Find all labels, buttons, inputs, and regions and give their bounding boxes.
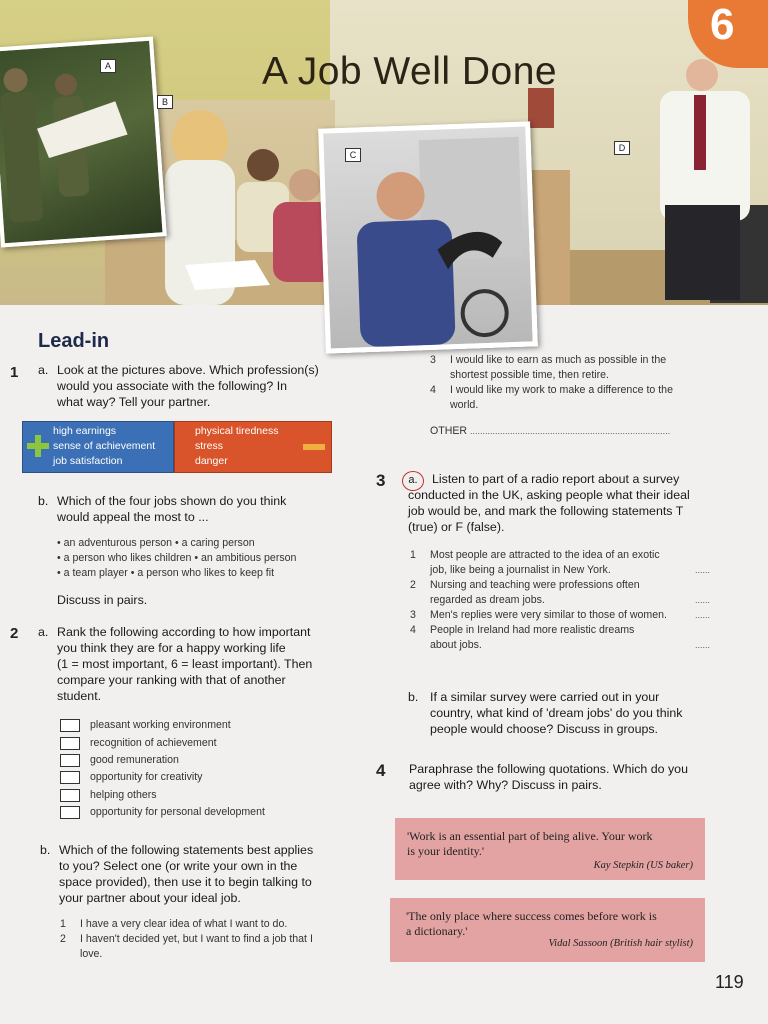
rank-label: opportunity for personal development — [90, 806, 265, 819]
text-line: If a similar survey were carried out in your — [430, 690, 660, 704]
statement-text: I have a very clear idea of what I want to do. — [80, 918, 288, 930]
ex3a-items — [410, 548, 710, 653]
positive-item: job satisfaction — [53, 455, 123, 467]
text-line: what way? Tell your partner. — [57, 395, 211, 409]
text-line: job would be, and mark the following statements T — [408, 504, 684, 518]
rank-item — [60, 717, 265, 734]
rank-item — [60, 734, 265, 751]
rank-label: helping others — [90, 788, 157, 801]
rank-item — [60, 752, 265, 769]
text-line: student. — [57, 689, 102, 703]
bullet-line: • a person who likes children • an ambitious person — [57, 552, 297, 564]
ex2b-statements — [60, 917, 350, 962]
tf-number: 3 — [410, 609, 416, 621]
bullet-line: • an adventurous person • a caring person — [57, 537, 255, 549]
photo-label-b: B — [157, 95, 173, 109]
tf-item-line — [410, 638, 710, 653]
rank-box[interactable] — [60, 719, 80, 732]
statement-text: I haven't decided yet, but I want to find a job that I — [80, 933, 313, 945]
statement-number: 3 — [430, 354, 436, 366]
ex1b-instructions — [57, 493, 286, 525]
ex2a-letter: a. — [38, 625, 49, 639]
negative-box — [174, 421, 332, 473]
text-line: would you associate with the following? In — [57, 379, 288, 393]
statement-item — [60, 917, 350, 932]
text-line: to you? Select one (or write your own in the — [59, 859, 298, 873]
ex1b-bullets — [57, 536, 296, 581]
ex3a-instructions — [408, 471, 718, 535]
ex1b-letter: b. — [38, 494, 49, 508]
quote-text: is your identity.' — [407, 844, 485, 858]
other-line[interactable] — [430, 424, 710, 439]
tf-item — [410, 578, 710, 593]
ex3b-instructions — [430, 689, 720, 737]
tf-text: Most people are attracted to the idea of an exotic — [430, 549, 660, 561]
bullet-line: • a team player • a person who likes to keep fit — [57, 567, 275, 579]
tf-text: about jobs. — [430, 639, 482, 651]
tf-number: 2 — [410, 579, 416, 591]
page-number: 119 — [715, 972, 744, 992]
text-line: conducted in the UK, asking people what their ideal — [408, 488, 690, 502]
text-line: agree with? Why? Discuss in pairs. — [409, 778, 602, 792]
statement-number: 1 — [60, 918, 66, 930]
negative-item: stress — [195, 440, 224, 452]
tf-item — [410, 608, 710, 623]
text-line: space provided), then use it to begin talking to — [59, 875, 312, 889]
text-line: Look at the pictures above. Which profession(s) — [57, 363, 319, 377]
photo-a-soldiers — [0, 36, 167, 247]
statement-number: 4 — [430, 384, 436, 396]
photo-label-d: D — [614, 141, 630, 155]
ex2-number: 2 — [10, 625, 19, 642]
text-line: (true) or F (false). — [408, 520, 505, 534]
rank-box[interactable] — [60, 806, 80, 819]
positive-box — [22, 421, 174, 473]
positive-item: high earnings — [53, 425, 117, 437]
other-label: OTHER — [430, 425, 468, 437]
statement-text: I would like to earn as much as possible in the — [450, 354, 667, 366]
rank-list — [60, 717, 265, 821]
quote-card — [395, 818, 705, 880]
text-line: Which of the following statements best applies — [59, 843, 314, 857]
ex4-instructions — [409, 761, 719, 793]
tf-item — [410, 623, 710, 638]
rank-box[interactable] — [60, 737, 80, 750]
ex1a-letter: a. — [38, 363, 49, 377]
text-line: Rank the following according to how important — [57, 625, 311, 639]
tf-text: regarded as dream jobs. — [430, 594, 545, 606]
ex2b-statements-cont — [430, 353, 710, 413]
photo-d-doctor — [620, 55, 768, 303]
plus-icon — [27, 435, 49, 457]
text-line: Paraphrase the following quotations. Which do you — [409, 762, 688, 776]
ex3b-letter: b. — [408, 690, 419, 704]
text-line: your partner about your ideal job. — [59, 891, 241, 905]
quote-card — [390, 898, 705, 962]
quote-author: Kay Stepkin (US baker) — [593, 860, 693, 871]
text-line: (1 = most important, 6 = least important). Then — [57, 657, 313, 671]
ex2a-instructions — [57, 624, 312, 704]
rank-box[interactable] — [60, 771, 80, 784]
quote-text: 'The only place where success comes before work is — [406, 909, 657, 923]
tf-number: 1 — [410, 549, 416, 561]
rank-box[interactable] — [60, 789, 80, 802]
quote-author: Vidal Sassoon (British hair stylist) — [548, 938, 693, 949]
ex3a-letter-audio-icon[interactable]: a. — [402, 471, 424, 491]
tf-text: job, like being a journalist in New York. — [430, 564, 611, 576]
statement-text: I would like my work to make a difference to the — [450, 384, 673, 396]
ex3-number: 3 — [376, 471, 386, 490]
other-dots: ................................................................................ — [470, 426, 671, 436]
statement-text: world. — [450, 399, 479, 411]
rank-box[interactable] — [60, 754, 80, 767]
tf-text: Men's replies were very similar to those of women. — [430, 609, 667, 621]
word-box — [22, 421, 330, 471]
quote-text: a dictionary.' — [406, 924, 468, 938]
lead-in-heading: Lead-in — [38, 330, 110, 352]
doctor-illustration — [620, 55, 768, 303]
tf-answer-blank[interactable]: ...... — [694, 565, 710, 575]
statement-text: shortest possible time, then retire. — [450, 369, 609, 381]
statement-text: love. — [80, 948, 103, 960]
rank-label: pleasant working environment — [90, 719, 231, 732]
statement-item — [430, 383, 710, 398]
statement-item — [430, 353, 710, 368]
tf-answer-blank[interactable]: ...... — [694, 610, 710, 620]
ex1b-discuss: Discuss in pairs. — [57, 593, 148, 607]
ex2b-letter: b. — [40, 843, 51, 857]
tf-item — [410, 548, 710, 563]
tf-text: People in Ireland had more realistic dreams — [430, 624, 635, 636]
rank-label: good remuneration — [90, 753, 179, 766]
rank-label: recognition of achievement — [90, 736, 217, 749]
text-line: you think they are for a happy working life — [57, 641, 286, 655]
tf-number: 4 — [410, 624, 416, 636]
negative-item: physical tiredness — [195, 425, 279, 437]
text-line: country, what kind of 'dream jobs' do you think — [430, 706, 683, 720]
rank-item — [60, 804, 265, 821]
tf-text: Nursing and teaching were professions often — [430, 579, 640, 591]
photo-label-a: A — [100, 59, 116, 73]
statement-number: 2 — [60, 933, 66, 945]
positive-item: sense of achievement — [53, 440, 156, 452]
tf-item-line — [410, 593, 710, 608]
minus-icon — [303, 444, 325, 450]
negative-item: danger — [195, 455, 228, 467]
statement-item — [60, 932, 350, 947]
wall-cabinet — [528, 88, 554, 128]
rank-item — [60, 787, 265, 804]
ex1a-instructions — [57, 362, 319, 410]
unit-number: 6 — [710, 0, 735, 49]
tf-answer-blank[interactable]: ...... — [694, 595, 710, 605]
text-line: compare your ranking with that of another — [57, 673, 286, 687]
page-title: A Job Well Done — [262, 50, 558, 93]
text-line: would appeal the most to ... — [57, 510, 209, 524]
text-line: Which of the four jobs shown do you think — [57, 494, 287, 508]
ex4-number: 4 — [376, 761, 386, 780]
rank-item — [60, 769, 265, 786]
quote-text: 'Work is an essential part of being alive. Your work — [407, 829, 653, 843]
soldiers-illustration — [0, 41, 163, 244]
tf-answer-blank[interactable]: ...... — [694, 640, 710, 650]
text-line: Listen to part of a radio report about a survey — [432, 472, 680, 486]
ex1-number: 1 — [10, 364, 19, 381]
rank-label: opportunity for creativity — [90, 771, 203, 784]
text-line: people would choose? Discuss in groups. — [430, 722, 658, 736]
photo-label-c: C — [345, 148, 361, 162]
tf-item-line — [410, 563, 710, 578]
ex2b-instructions — [59, 842, 313, 906]
